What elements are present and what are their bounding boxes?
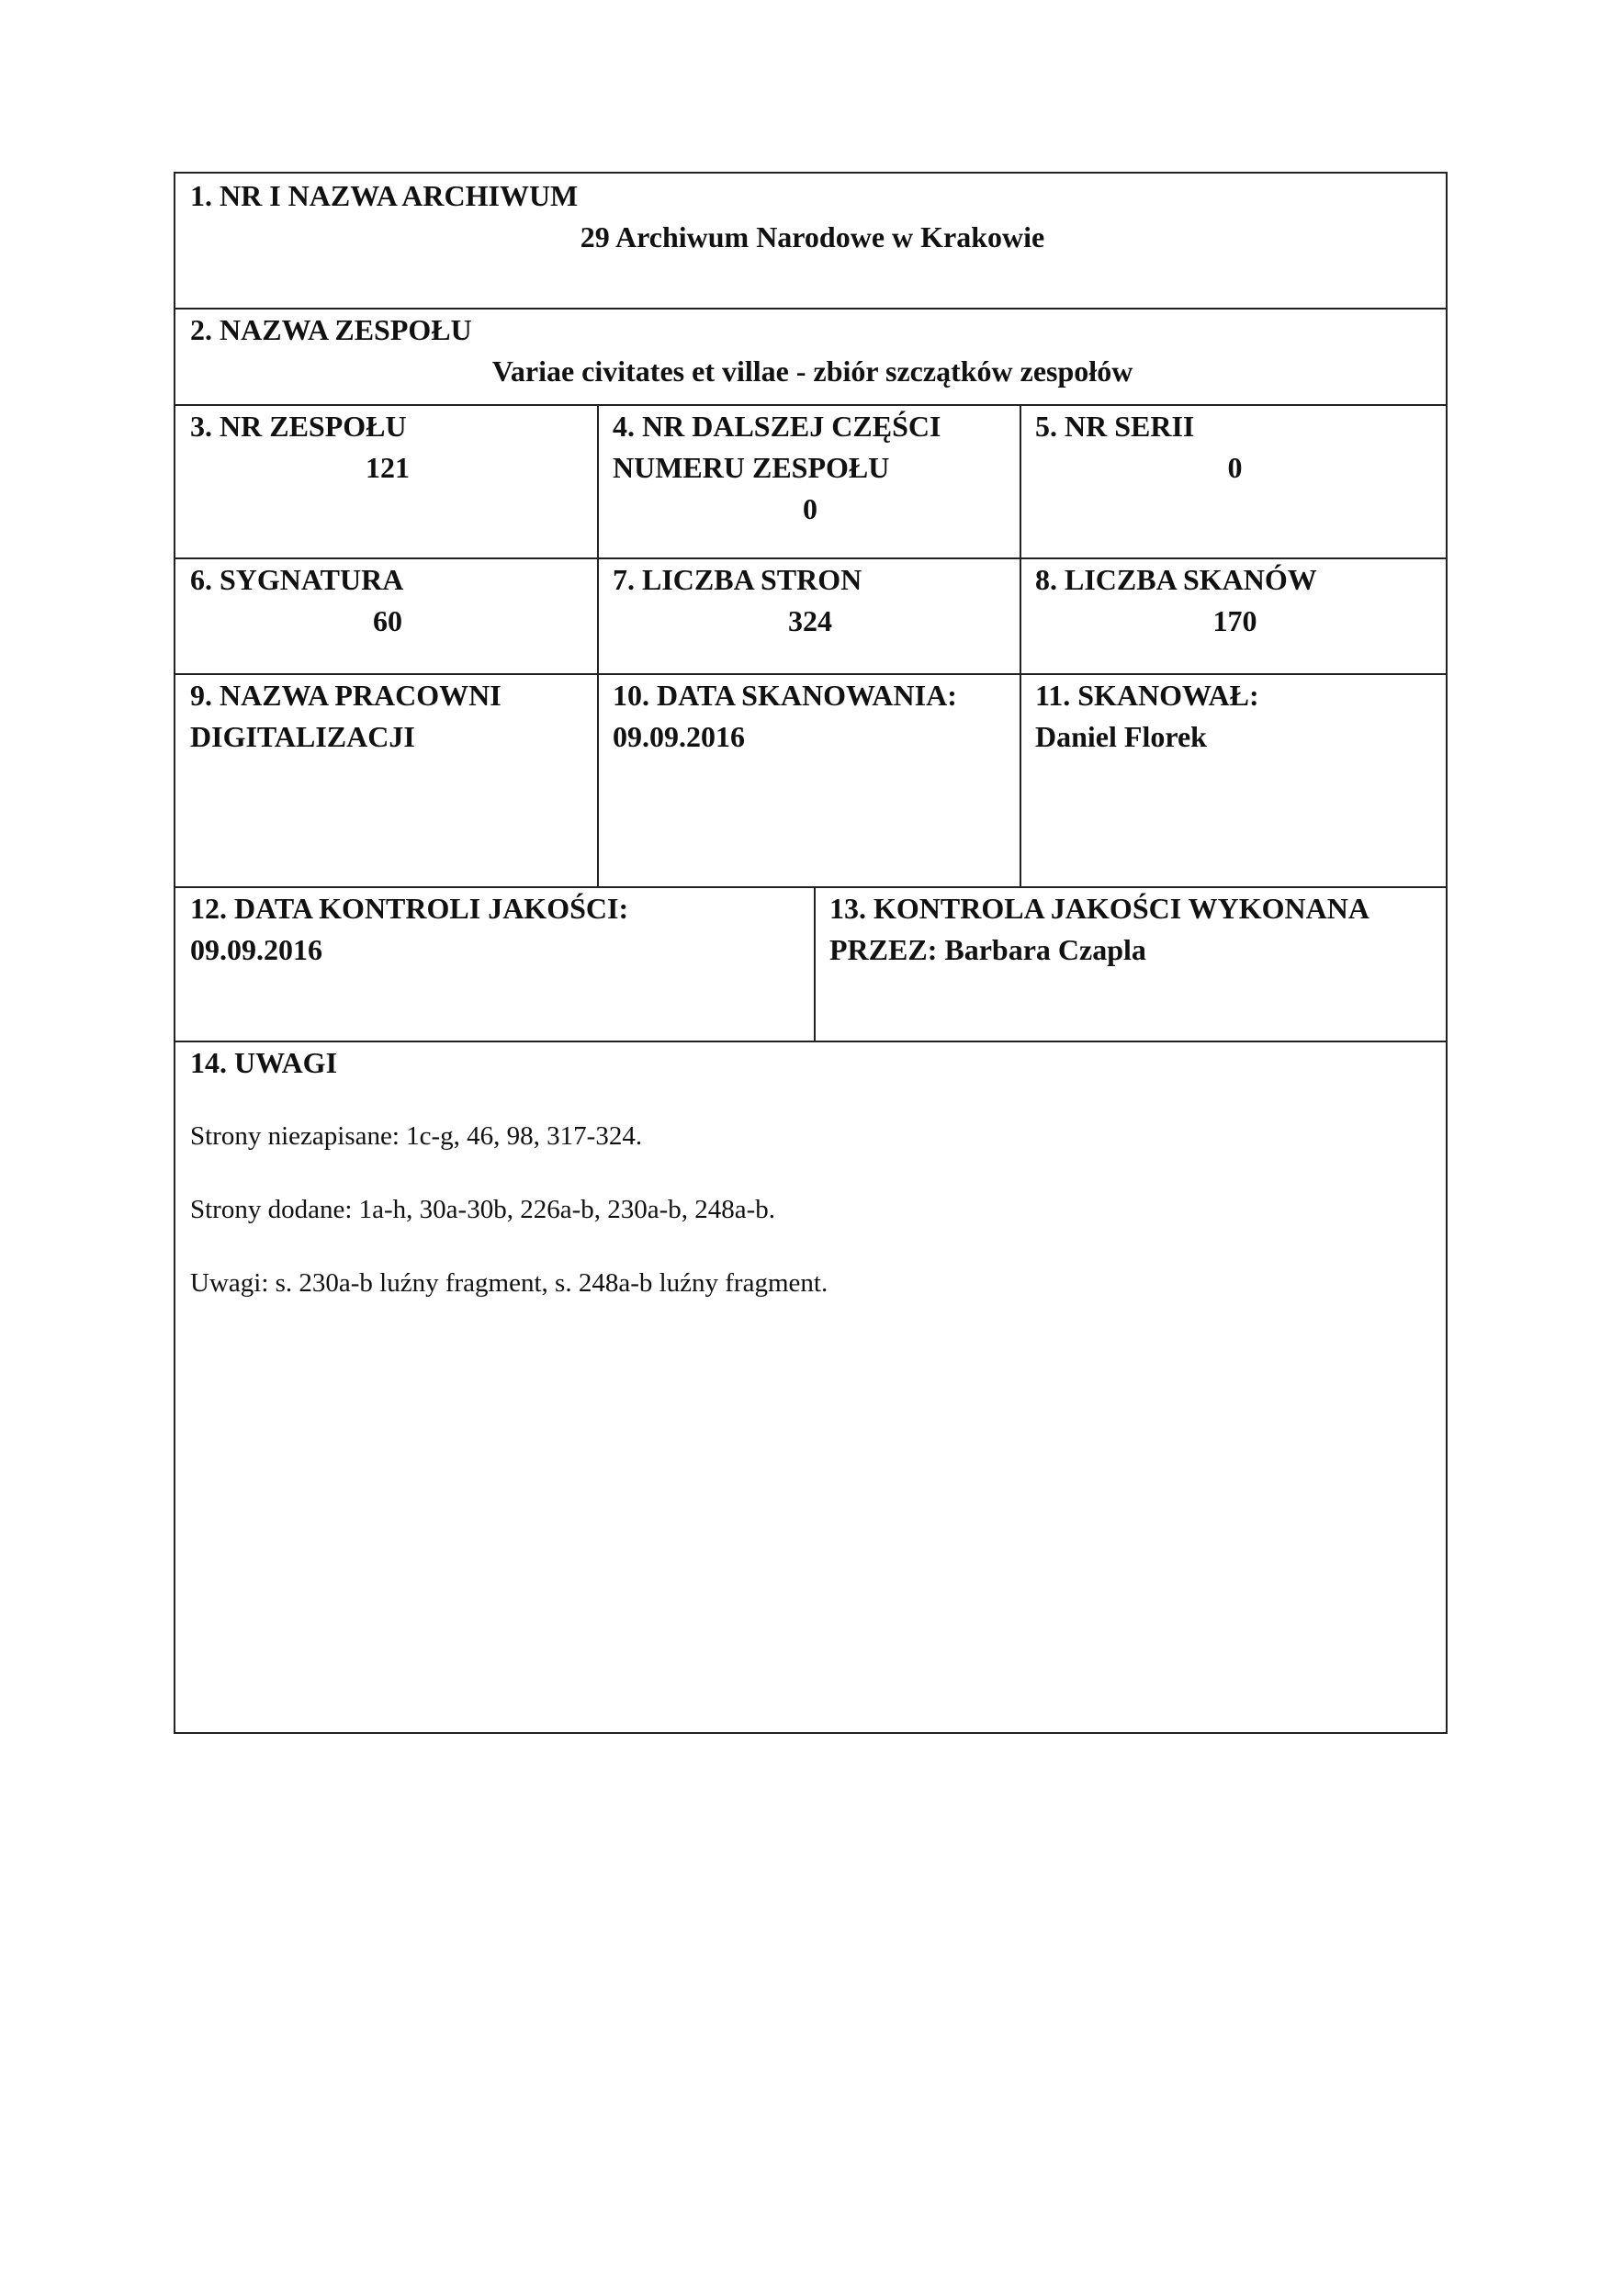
signature-cell [190, 557, 585, 673]
scanned-by-cell [1035, 673, 1435, 886]
series-number-value: 0 [1227, 451, 1243, 484]
remarks-line: Strony dodane: 1a-h, 30a-30b, 226a-b, 230a-b, 248a-b. [190, 1195, 776, 1224]
further-part-cell [613, 404, 1008, 557]
workshop-cell [190, 673, 585, 886]
scan-count-cell [1035, 557, 1435, 673]
workshop-label-line2: DIGITALIZACJI [190, 720, 415, 753]
qc-date-label: 12. DATA KONTROLI JAKOŚCI: [190, 892, 629, 925]
fonds-number-label: 3. NR ZESPOŁU [190, 410, 407, 443]
column-divider [1020, 404, 1021, 886]
series-number-cell [1035, 404, 1435, 557]
fonds-name-value: Variae civitates et villae - zbiór szczątków zespołów [491, 355, 1133, 388]
qc-date-value: 09.09.2016 [190, 933, 322, 966]
page-count-label: 7. LICZBA STRON [613, 563, 862, 596]
scan-date-label: 10. DATA SKANOWANIA: [613, 679, 957, 712]
scan-metadata-form [174, 172, 1448, 1734]
column-divider [597, 404, 599, 886]
scan-count-label: 8. LICZBA SKANÓW [1035, 563, 1317, 596]
page-count-cell [613, 557, 1008, 673]
qc-by-label-line2: PRZEZ: Barbara Czapla [829, 933, 1146, 966]
scan-date-value: 09.09.2016 [613, 720, 745, 753]
fonds-number-value: 121 [366, 451, 410, 484]
fonds-number-cell [190, 404, 585, 557]
workshop-label-line1: 9. NAZWA PRACOWNI [190, 679, 502, 712]
scanned-by-value: Daniel Florek [1035, 720, 1207, 753]
scanned-by-label: 11. SKANOWAŁ: [1035, 679, 1259, 712]
scan-date-cell [613, 673, 1008, 886]
scan-count-value: 170 [1212, 604, 1257, 637]
remarks-cell [190, 1041, 1435, 1732]
archive-cell [190, 174, 1435, 308]
archive-label: 1. NR I NAZWA ARCHIWUM [190, 179, 579, 212]
further-part-value: 0 [803, 492, 817, 525]
qc-by-cell [829, 886, 1435, 1041]
remarks-line: Uwagi: s. 230a-b luźny fragment, s. 248a-b luźny fragment. [190, 1268, 828, 1298]
fonds-name-label: 2. NAZWA ZESPOŁU [190, 313, 472, 346]
page-count-value: 324 [788, 604, 832, 637]
remarks-label: 14. UWAGI [190, 1046, 338, 1079]
signature-label: 6. SYGNATURA [190, 563, 404, 596]
qc-by-label-line1: 13. KONTROLA JAKOŚCI WYKONANA [829, 892, 1369, 925]
column-divider [814, 886, 816, 1041]
qc-date-cell [190, 886, 801, 1041]
remarks-line: Strony niezapisane: 1c-g, 46, 98, 317-324. [190, 1121, 643, 1151]
fonds-name-cell [190, 308, 1435, 404]
further-part-label-line1: 4. NR DALSZEJ CZĘŚCI [613, 410, 941, 443]
signature-value: 60 [373, 604, 402, 637]
further-part-label-line2: NUMERU ZESPOŁU [613, 451, 890, 484]
archive-value: 29 Archiwum Narodowe w Krakowie [580, 220, 1045, 253]
series-number-label: 5. NR SERII [1035, 410, 1195, 443]
